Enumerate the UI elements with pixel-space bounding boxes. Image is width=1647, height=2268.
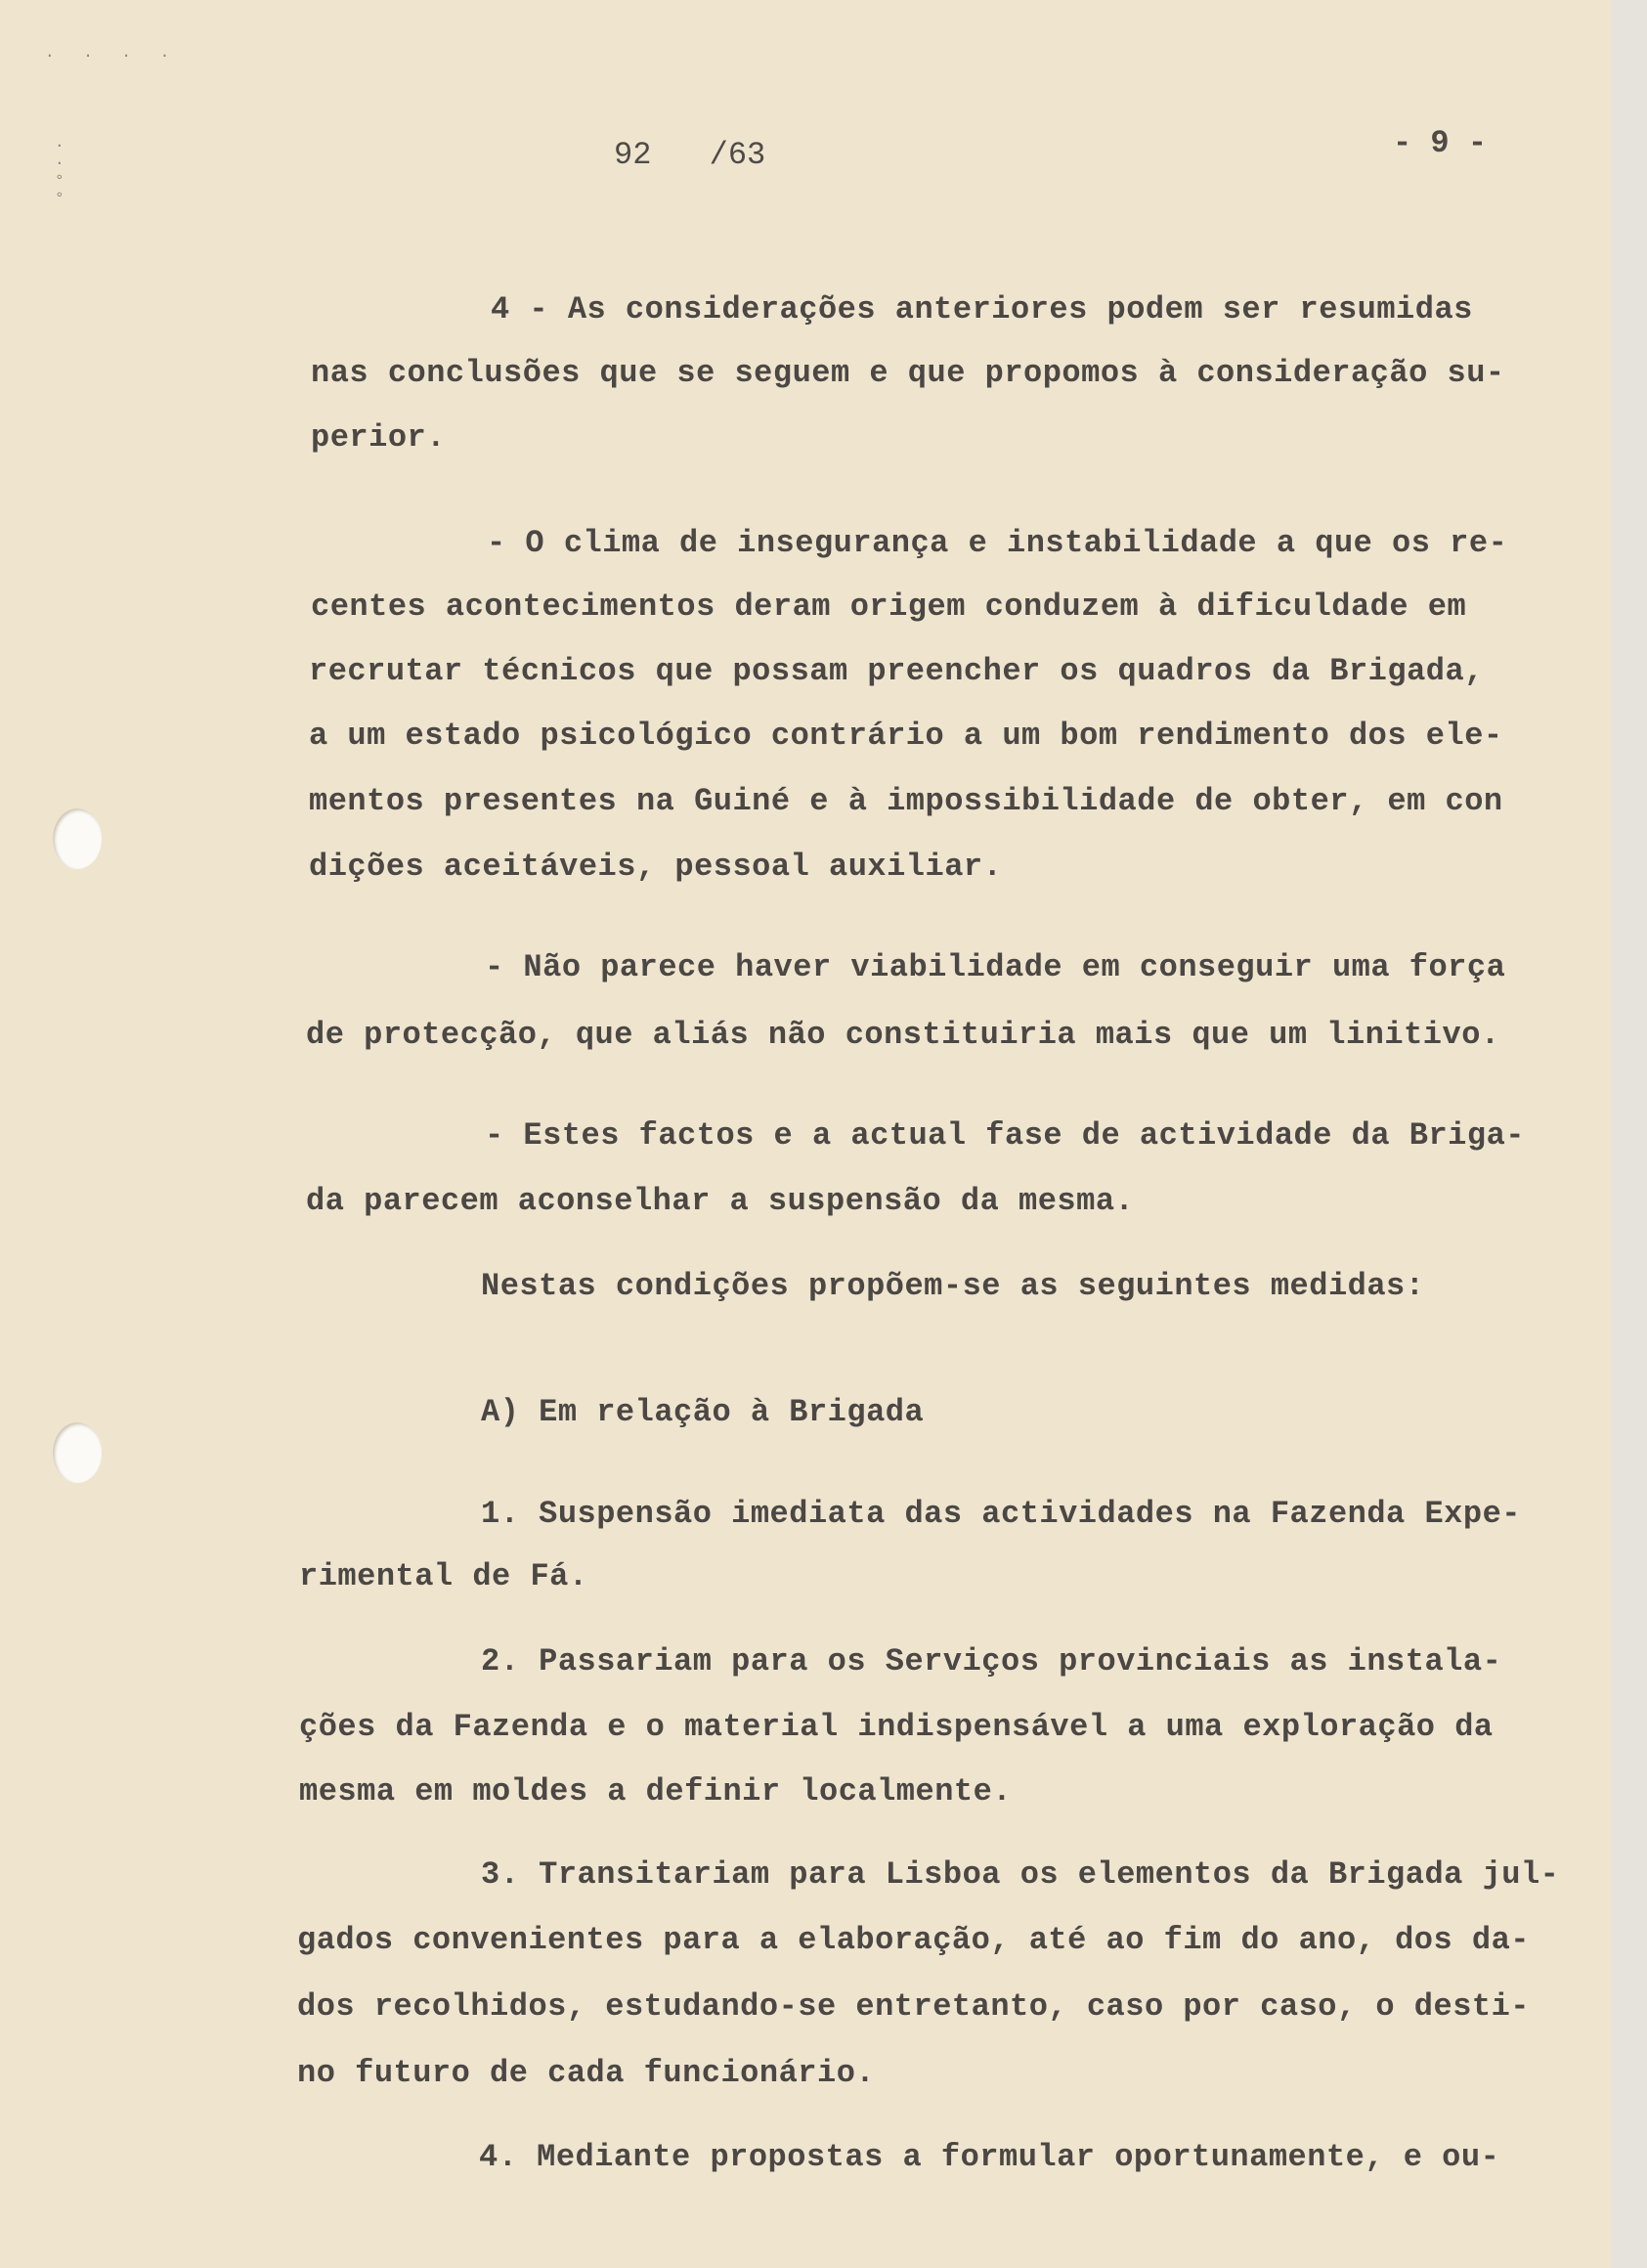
punch-hole-lower — [53, 1422, 102, 1483]
text-line: centes acontecimentos deram origem conduzem à dificuldade em — [311, 589, 1467, 625]
text-line: 2. Passariam para os Serviços provinciais as instala- — [481, 1643, 1502, 1679]
text-line: mesma em moldes a definir localmente. — [299, 1773, 1013, 1810]
text-line: 4 - As considerações anteriores podem ser resumidas — [491, 291, 1473, 327]
punch-hole-upper — [53, 808, 102, 869]
text-line: da parecem aconselhar a suspensão da mesma. — [306, 1183, 1135, 1219]
text-line: dos recolhidos, estudando-se entretanto, caso por caso, o desti- — [297, 1988, 1530, 2025]
margin-dots: · · ° ° — [55, 137, 65, 207]
text-line: 1. Suspensão imediata das actividades na Fazenda Expe- — [481, 1496, 1521, 1532]
text-line: nas conclusões que se seguem e que propomos à consideração su- — [311, 355, 1505, 391]
text-line: 4. Mediante propostas a formular oportunamente, e ou- — [479, 2139, 1500, 2175]
text-line: perior. — [311, 419, 446, 456]
text-line: mentos presentes na Guiné e à impossibilidade de obter, em con — [309, 783, 1503, 819]
text-line: - Não parece haver viabilidade em conseguir uma força — [485, 949, 1506, 985]
scan-edge — [1611, 0, 1647, 2268]
text-line: recrutar técnicos que possam preencher os quadros da Brigada, — [309, 653, 1484, 689]
text-line: de protecção, que aliás não constituiria mais que um linitivo. — [306, 1017, 1500, 1053]
text-line: a um estado psicológico contrário a um bom rendimento dos ele- — [309, 718, 1503, 754]
text-line: rimental de Fá. — [299, 1558, 588, 1594]
section-heading: A) Em relação à Brigada — [481, 1394, 925, 1430]
text-line: dições aceitáveis, pessoal auxiliar. — [309, 849, 1003, 885]
text-line: Nestas condições propõem-se as seguintes medidas: — [481, 1268, 1425, 1304]
text-line: ções da Fazenda e o material indispensável a uma exploração da — [299, 1709, 1494, 1745]
text-line: gados convenientes para a elaboração, até ao fim do ano, dos da- — [297, 1922, 1530, 1958]
page-number: - 9 - — [1393, 125, 1488, 161]
text-line: no futuro de cada funcionário. — [297, 2055, 876, 2091]
margin-specks: · · · · — [45, 47, 180, 65]
text-line: - O clima de insegurança e instabilidade a que os re- — [487, 525, 1508, 561]
text-line: - Estes factos e a actual fase de actividade da Briga- — [485, 1117, 1525, 1154]
document-reference: 92 /63 — [614, 137, 766, 173]
text-line: 3. Transitariam para Lisboa os elementos da Brigada jul- — [481, 1856, 1560, 1893]
